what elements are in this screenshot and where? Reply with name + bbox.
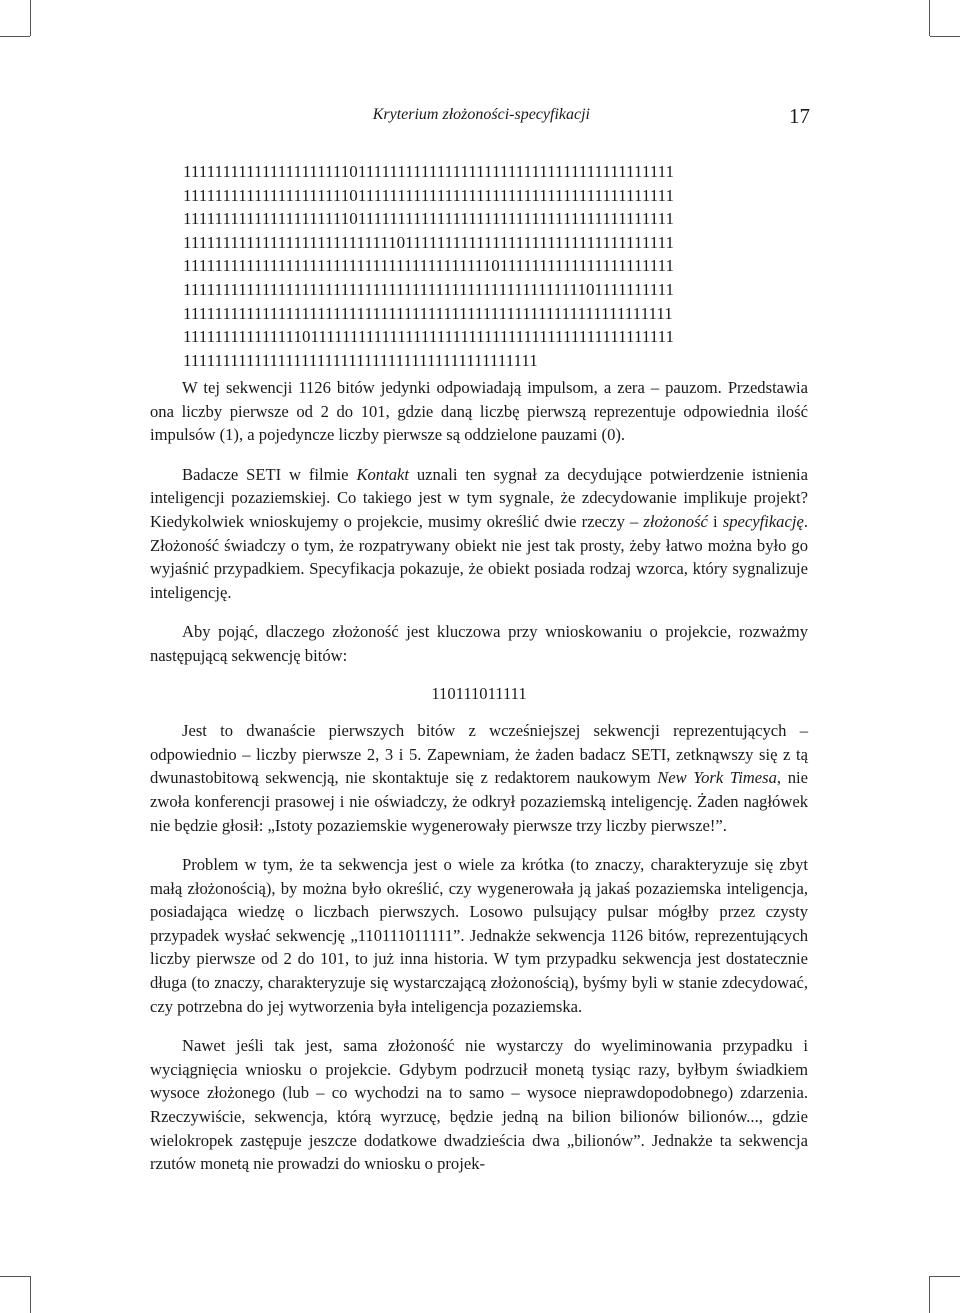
- bit-line: 11111111111111111111111111101111111111111111111111111111111111: [183, 232, 675, 252]
- text-run: i: [707, 511, 723, 531]
- bit-sequence-block: [183, 160, 808, 372]
- crop-mark-top-right-h: [930, 36, 960, 37]
- bit-line: 11111111111111111111111111111111111111101111111111111111111111: [183, 256, 675, 276]
- paragraph-2: [150, 463, 808, 605]
- paragraph-5: Problem w tym, że ta sekwencja jest o wiele za krótka (to znaczy, charakteryzuje się zbyt małą złożonością), by można było określić, czy wygenerowała ją jakaś pozaziemska inteligencja, posiadająca wiedzę o liczbach pierwszych. Losowo pulsujący pulsar mógłby przez czysty przypadek wysłać sekwencję „110111011111”. Jednakże sekwencja 1126 bitów, reprezentujących liczby pierwsze od 2 do 101, to już inna historia. W tym przypadku sekwencja jest dostatecznie długa (to znaczy, charakteryzuje się wystarczającą złożonością), byśmy byli w stanie zdecydować, czy potrzebna do jej wytworzenia była inteligencja pozaziemska.: [150, 855, 808, 1016]
- text-run: uznali ten sygnał za decydujące potwierdzenie istnienia inteligencji pozaziemskiej. Co takiego jest w tym sygnale, że zdecydowanie implikuje projekt? Kiedykolwiek wnioskujemy o projekcie, musimy określić dwie rzeczy –: [150, 464, 808, 531]
- bit-sequence-short: 110111011111: [431, 683, 527, 703]
- term-specification: specyfikację: [722, 511, 804, 531]
- paragraph-6: Nawet jeśli tak jest, sama złożoność nie wystarczy do wyeliminowania przypadku i wyciągnięcia wniosku o projekcie. Gdybym podrzucił monetą tysiąc razy, byłbym świadkiem wysoce złożonego (lub – co wychodzi na to samo – wysoce nieprawdopodobnego) zdarzenia. Rzeczywiście, sekwencja, którą wyrzucę, będzie jedną na bilion bilionów bilionów..., gdzie wielokropek zastępuje jeszcze dodatkowe dwadzieścia dwa „bilionów”. Jednakże ta sekwencja rzutów monetą nie prowadzi do wniosku o projek-: [150, 1036, 808, 1174]
- film-title: Kontakt: [356, 464, 409, 484]
- crop-mark-bottom-left-v: [30, 1276, 31, 1313]
- running-title: Kryterium złożoności-specyfikacji: [372, 106, 590, 123]
- paragraph-4: [150, 719, 808, 837]
- bit-line: 11111111111111111111101111111111111111111111111111111111111111: [183, 162, 675, 181]
- crop-mark-bottom-right-v: [929, 1276, 930, 1313]
- crop-mark-top-left-h: [0, 36, 30, 37]
- text-run: , nie zwoła konferencji prasowej i nie oświadczy, że odkrył pozaziemską inteligencję. Żaden nagłówek nie będzie głosił: „Istoty pozaziemskie wygenerowały pierwsze trzy liczby pierwsze!”.: [150, 768, 808, 835]
- paragraph-1: W tej sekwencji 1126 bitów jedynki odpowiadają impulsom, a zera – pauzom. Przedstawia ona liczby pierwsze od 2 do 101, gdzie daną liczbę pierwszą reprezentuje odpowiednia ilość impulsów (1), a pojedyncze liczby pierwsze są oddzielone pauzami (0).: [150, 378, 808, 445]
- bit-line: 11111111111111101111111111111111111111111111111111111111111111: [183, 327, 675, 347]
- crop-mark-bottom-left-h: [0, 1276, 30, 1277]
- term-complexity: złożoność: [643, 511, 708, 531]
- crop-mark-bottom-right-h: [930, 1276, 960, 1277]
- bit-line: 11111111111111111111111111111111111111111111111111101111111111: [183, 279, 675, 299]
- page-number: 17: [789, 104, 810, 128]
- bit-line: 11111111111111111111101111111111111111111111111111111111111111: [183, 209, 675, 229]
- crop-mark-top-left-v: [30, 0, 31, 36]
- text-run: . Złożoność świadczy o tym, że rozpatrywany obiekt nie jest tak prosty, żeby łatwo można było go wyjaśnić przypadkiem. Specyfikacja pokazuje, że obiekt posiada rodzaj wzorca, który sygnalizuje inteligencję.: [150, 511, 808, 602]
- running-head: [150, 104, 810, 134]
- text-run: Jest to dwanaście pierwszych bitów z wcześniejszej sekwencji reprezentujących – odpowiednio – liczby pierwsze 2, 3 i 5. Zapewniam, że żaden badacz SETI, zetknąwszy się z tą dwunastobitową sekwencją, nie skontaktuje się z redaktorem naukowym: [150, 721, 808, 788]
- paragraph-3: Aby pojąć, dlaczego złożoność jest kluczowa przy wnioskowaniu o projekcie, rozważmy następującą sekwencję bitów:: [150, 622, 808, 665]
- crop-mark-top-right-v: [929, 0, 930, 36]
- bit-line: 11111111111111111111111111111111111111111111111111111111111111: [183, 303, 673, 323]
- newspaper-title: New York Timesa: [657, 768, 777, 788]
- text-run: Badacze SETI w filmie: [182, 464, 357, 484]
- bit-line-last: 111111111111111111111111111111111111111111111: [183, 350, 538, 370]
- body-text: [150, 376, 808, 1176]
- bit-line: 11111111111111111111101111111111111111111111111111111111111111: [183, 185, 675, 205]
